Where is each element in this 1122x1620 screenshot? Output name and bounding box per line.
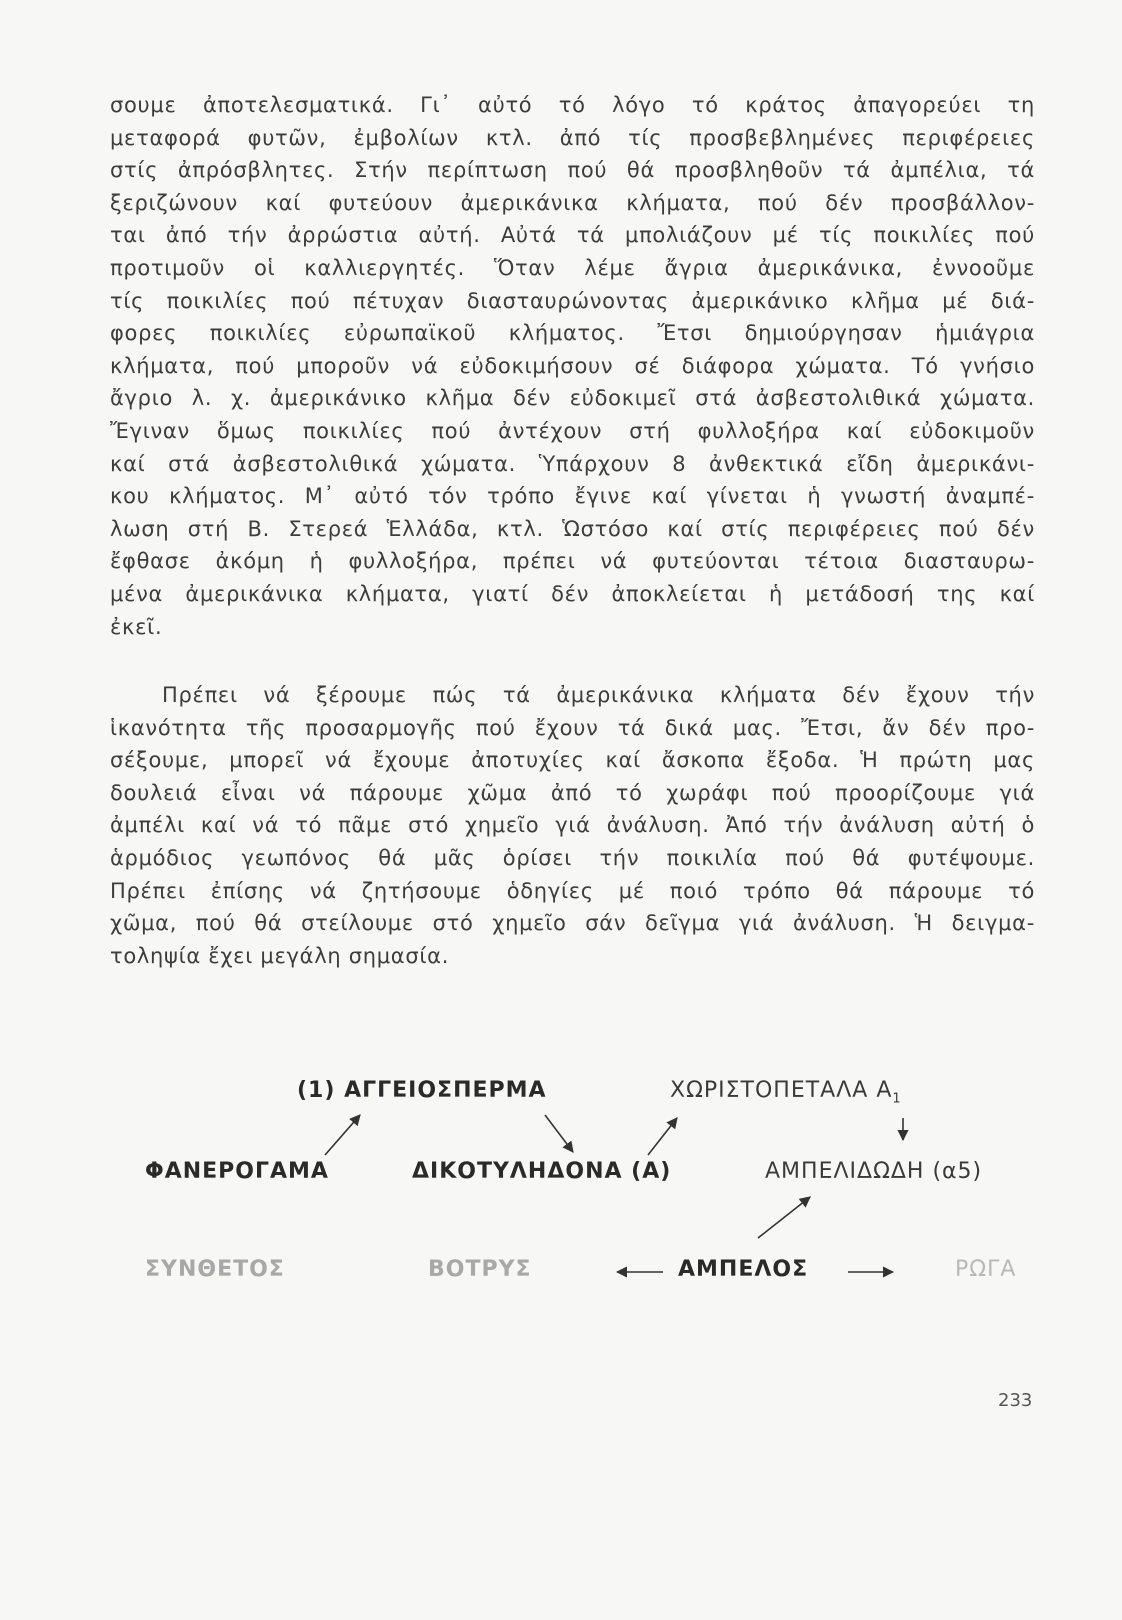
text-line: Πρέπει ἐπίσης νά ζητήσουμε ὁδηγίες μέ ποιό τρόπο θά πάρουμε τό [110,878,1035,903]
text-line: τίς ποικιλίες πού πέτυχαν διασταυρώνοντας ἀμερικάνικο κλῆμα μέ διά- [110,288,1035,313]
text-line: ἀμπέλι καί νά τό πᾶμε στό χημεῖο γιά ἀνάλυση. Ἀπό τήν ἀνάλυση αὐτή ὁ [110,813,1035,838]
label-votrys: ΒΟΤΡΥΣ [428,1257,532,1282]
text-line: ἔφθασε ἀκόμη ἡ φυλλοξήρα, πρέπει νά φυτεύονται τέτοια διασταυρω- [110,549,1035,574]
label-dikotylidona: ΔΙΚΟΤΥΛΗΔΟΝΑ (Α) [412,1159,672,1184]
label-choristopetala [670,1078,902,1106]
diagram-arrows [0,1060,1122,1620]
text-line: ται ἀπό τήν ἀρρώστια αὐτή. Αὐτά τά μπολιάζουν μέ τίς ποικιλίες πού [110,223,1035,248]
label-choristopetala-sub: 1 [892,1091,902,1107]
arrow-dikotylidona-to-choristopetala [648,1118,677,1155]
paragraph-1 [110,89,1035,643]
text-line: μένα ἀμερικάνικα κλήματα, γιατί δέν ἀποκλείεται ἡ μετάδοσή της καί [110,581,1035,606]
label-ampelidodi: ΑΜΠΕΛΙΔΩΔΗ (α5) [765,1159,983,1184]
label-fanerogama: ΦΑΝΕΡΟΓΑΜΑ [145,1159,329,1184]
text-line: Πρέπει νά ξέρουμε πώς τά ἀμερικάνικα κλήματα δέν ἔχουν τήν [162,683,1035,707]
text-line: φορες ποικιλίες εὐρωπαϊκοῦ κλήματος. Ἔτσι δημιούργησαν ἡμιάγρια [110,321,1035,346]
text-line: στίς ἀπρόσβλητες. Στήν περίπτωση πού θά προσβληθοῦν τά ἀμπέλια, τά [110,158,1035,183]
page-number: 233 [998,1390,1033,1411]
text-line: ἱκανότητα τῆς προσαρμογῆς πού ἔχουν τά δικά μας. Ἔτσι, ἄν δέν προ- [110,715,1035,740]
text-line: ξεριζώνουν καί φυτεύουν ἀμερικάνικα κλήματα, πού δέν προσβάλλον- [110,190,1035,215]
text-line: μεταφορά φυτῶν, ἐμβολίων κτλ. ἀπό τίς προσβεβλημένες περιφέρειες [110,125,1035,150]
arrow-angeiosperma-to-dikotylidona [545,1115,573,1152]
classification-diagram [0,1060,1122,1620]
label-choristopetala-text: ΧΩΡΙΣΤΟΠΕΤΑΛΑ Α [670,1078,893,1103]
text-line: σουμε ἀποτελεσματικά. Γι᾽ αὐτό τό λόγο τό κράτος ἀπαγορεύει τη [110,93,1035,117]
label-roga: ΡΩΓΑ [955,1257,1017,1282]
label-synthetos: ΣΥΝΘΕΤΟΣ [145,1257,285,1282]
text-line: ἁρμόδιος γεωπόνος θά μᾶς ὁρίσει τήν ποικιλία πού θά φυτέψουμε. [110,845,1035,870]
text-line: δουλειά εἶναι νά πάρουμε χῶμα ἀπό τό χωράφι πού προορίζουμε γιά [110,780,1035,805]
label-angeiosperma: (1) ΑΓΓΕΙΟΣΠΕΡΜΑ [297,1078,547,1103]
text-line: ἄγριο λ. χ. ἀμερικάνικο κλῆμα δέν εὐδοκιμεῖ στά ἀσβεστολιθικά χώματα. [110,386,1035,411]
arrow-ampelos-to-ampelidodi [758,1197,810,1238]
text-line: Ἔγιναν ὅμως ποικιλίες πού ἀντέχουν στή φυλλοξήρα καί εὐδοκιμοῦν [110,418,1035,443]
text-line: κλήματα, πού μποροῦν νά εὐδοκιμήσουν σέ διάφορα χώματα. Τό γνήσιο [110,353,1035,378]
arrow-fanerogama-to-angeiosperma [325,1115,360,1155]
text-line: κου κλήματος. Μ᾽ αὐτό τόν τρόπο ἔγινε καί γίνεται ἡ γνωστή ἀναμπέ- [110,484,1035,509]
text-line: λωση στή Β. Στερεά Ἑλλάδα, κτλ. Ὡστόσο καί στίς περιφέρειες πού δέν [110,516,1035,541]
text-line: ἐκεῖ. [110,614,163,639]
paragraph-2 [110,679,1035,972]
text-line: καί στά ἀσβεστολιθικά χώματα. Ὑπάρχουν 8 ἀνθεκτικά εἴδη ἀμερικάνι- [110,451,1035,476]
text-line: προτιμοῦν οἱ καλλιεργητές. Ὅταν λέμε ἄγρια ἀμερικάνικα, ἐννοοῦμε [110,255,1035,280]
label-ampelos: ΑΜΠΕΛΟΣ [678,1257,809,1282]
text-line: σέξουμε, μπορεῖ νά ἔχουμε ἀποτυχίες καί ἄσκοπα ἔξοδα. Ἡ πρώτη μας [110,748,1035,773]
text-line: χῶμα, πού θά στείλουμε στό χημεῖο σάν δεῖγμα γιά ἀνάλυση. Ἡ δειγμα- [110,911,1035,936]
text-line: τοληψία ἔχει μεγάλη σημασία. [110,943,450,968]
